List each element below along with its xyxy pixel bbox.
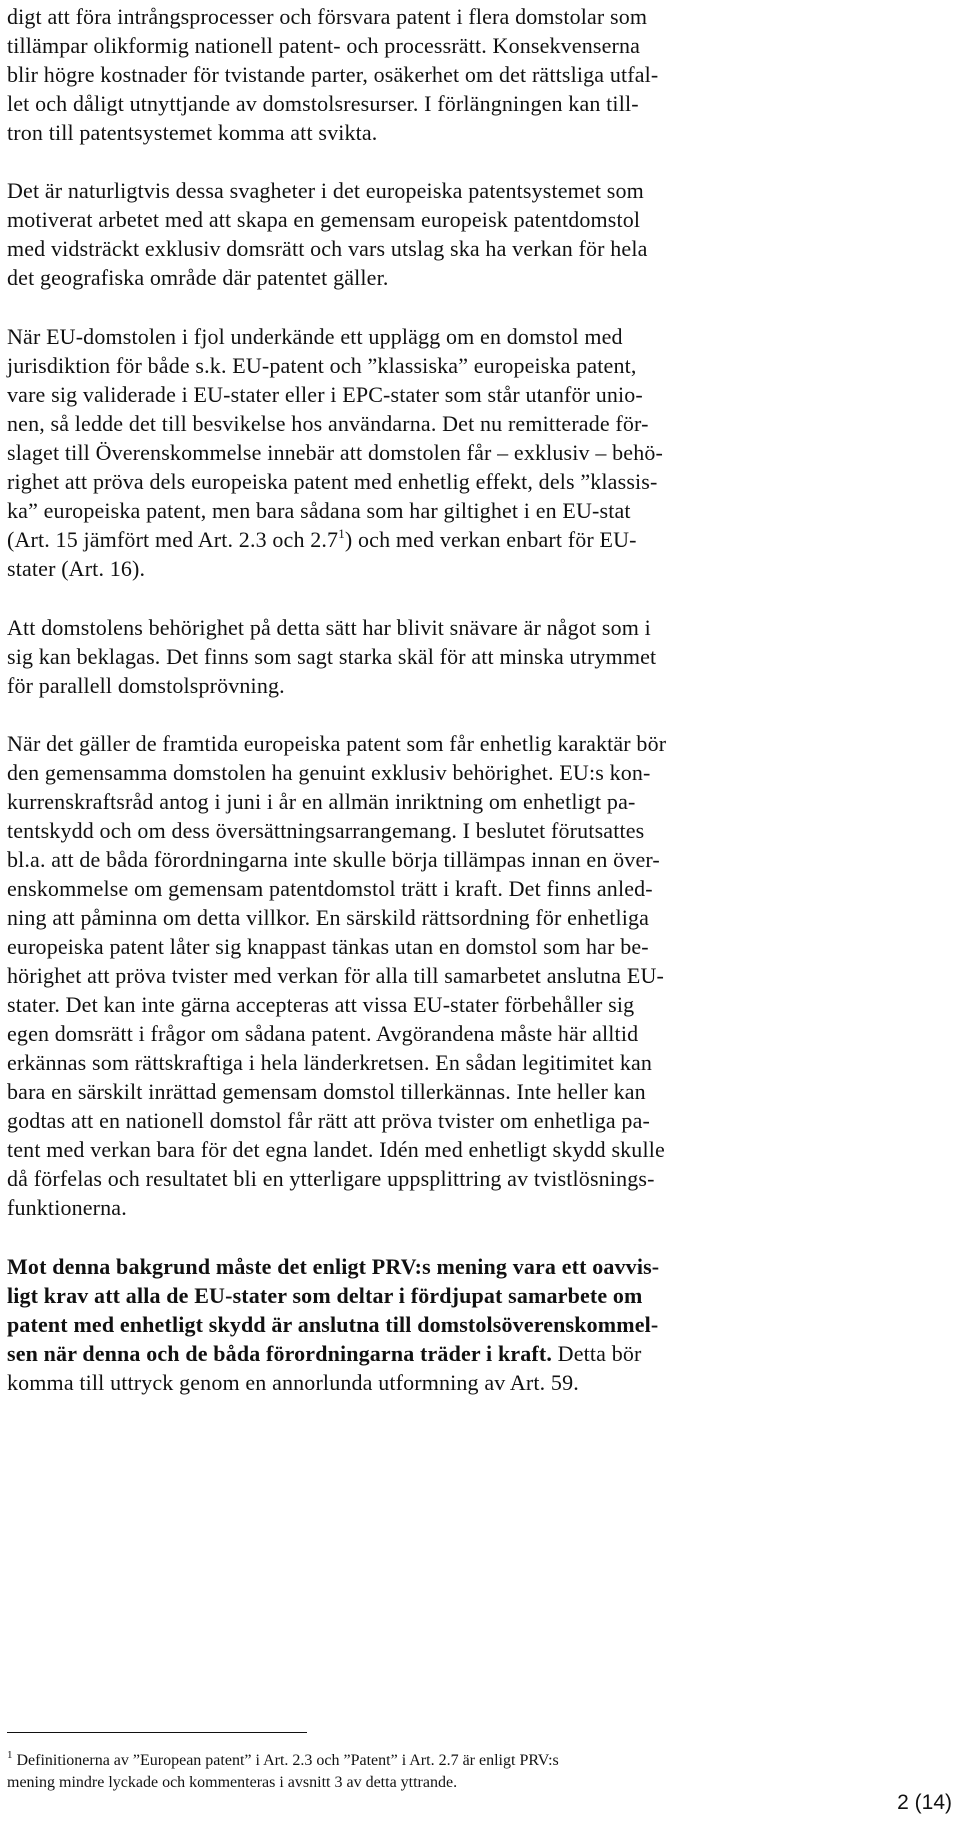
text-line: bl.a. att de båda förordningarna inte skulle börja tillämpas innan en över- — [7, 847, 660, 872]
footnote-number: 1 — [7, 1748, 13, 1761]
text-line: jurisdiktion för både s.k. EU-patent och ”klassiska” europeiska patent, — [7, 353, 637, 378]
text-line: sig kan beklagas. Det finns som sagt starka skäl för att minska utrymmet — [7, 644, 657, 669]
text-line: funktionerna. — [7, 1195, 127, 1220]
text-line — [7, 1339, 641, 1369]
text-line: kurrenskraftsråd antog i juni i år en allmän inriktning om enhetligt pa- — [7, 789, 636, 814]
bold-text-line: ligt krav att alla de EU-stater som deltar i fördjupat samarbete om — [7, 1283, 643, 1308]
text-line: ning att påminna om detta villkor. En särskild rättsordning för enhetliga — [7, 905, 650, 930]
footnote-text: Definitionerna av ”European patent” i Art. 2.3 och ”Patent” i Art. 2.7 är enligt PRV:s — [12, 1752, 559, 1769]
text-line: erkännas som rättskraftiga i hela länderkretsen. En sådan legitimitet kan — [7, 1050, 653, 1075]
text-line: vare sig validerade i EU-stater eller i EPC-stater som står utanför unio- — [7, 382, 643, 407]
text-line: nen, så ledde det till besvikelse hos användarna. Det nu remitterade för- — [7, 411, 649, 436]
text-line: tentskydd och om dess översättningsarrangemang. I beslutet förutsattes — [7, 818, 645, 843]
text-line: egen domsrätt i frågor om sådana patent. Avgörandena måste här alltid — [7, 1021, 639, 1046]
text-line: tent med verkan bara för det egna landet. Idén med enhetligt skydd skulle — [7, 1137, 665, 1162]
text-line: tron till patentsystemet komma att svikta. — [7, 120, 378, 145]
bold-text-line: Mot denna bakgrund måste det enligt PRV:s mening vara ett oavvis- — [7, 1254, 660, 1279]
text-line: ka” europeiska patent, men bara sådana som har giltighet i en EU-stat — [7, 498, 631, 523]
text-line: digt att föra intrångsprocesser och försvara patent i flera domstolar som — [7, 4, 648, 29]
text-line: hörighet att pröva tvister med verkan för alla till samarbetet anslutna EU- — [7, 963, 664, 988]
text-line: När det gäller de framtida europeiska patent som får enhetlig karaktär bör — [7, 731, 667, 756]
text-line: godtas att en nationell domstol får rätt att pröva tvister om enhetliga pa- — [7, 1108, 650, 1133]
text-line: Att domstolens behörighet på detta sätt har blivit snävare är något som i — [7, 615, 651, 640]
text-segment: Detta bör — [552, 1341, 642, 1366]
footnote-reference: 1 — [338, 525, 345, 541]
text-line: blir högre kostnader för tvistande parter, osäkerhet om det rättsliga utfal- — [7, 62, 659, 87]
text-line: den gemensamma domstolen ha genuint exklusiv behörighet. EU:s kon- — [7, 760, 651, 785]
text-line: let och dåligt utnyttjande av domstolsresurser. I förlängningen kan till- — [7, 91, 639, 116]
text-line: då förfelas och resultatet bli en ytterligare uppsplittring av tvistlösnings- — [7, 1166, 655, 1191]
text-line: Det är naturligtvis dessa svagheter i det europeiska patentsystemet som — [7, 178, 644, 203]
bold-text-line: patent med enhetligt skydd är anslutna till domstolsöverenskommel- — [7, 1312, 659, 1337]
text-line: righet att pröva dels europeiska patent med enhetlig effekt, dels ”klassis- — [7, 469, 658, 494]
text-line: bara en särskilt inrättad gemensam domstol tillerkännas. Inte heller kan — [7, 1079, 646, 1104]
text-line: med vidsträckt exklusiv domsrätt och vars utslag ska ha verkan för hela — [7, 236, 648, 261]
bold-text-segment: sen när denna och de båda förordningarna träder i kraft. — [7, 1341, 553, 1366]
text-segment: (Art. 15 jämfört med Art. 2.3 och 2.7 — [7, 527, 339, 552]
text-line: det geografiska område där patentet gäller. — [7, 265, 389, 290]
text-line: komma till uttryck genom en annorlunda utformning av Art. 59. — [7, 1370, 579, 1395]
text-line: enskommelse om gemensam patentdomstol trätt i kraft. Det finns anled- — [7, 876, 653, 901]
footnote-line: mening mindre lyckade och kommenteras i avsnitt 3 av detta yttrande. — [7, 1774, 458, 1791]
text-segment: ) och med verkan enbart för EU- — [344, 527, 637, 552]
text-line: motiverat arbetet med att skapa en gemensam europeisk patentdomstol — [7, 207, 641, 232]
footnote-separator — [7, 1732, 307, 1733]
text-line: slaget till Överenskommelse innebär att domstolen får – exklusiv – behö- — [7, 440, 663, 465]
text-line: tillämpar olikformig nationell patent- och processrätt. Konsekvenserna — [7, 33, 641, 58]
footnote-line — [7, 1750, 559, 1772]
text-line: stater (Art. 16). — [7, 556, 146, 581]
page-number: 2 (14) — [897, 1791, 952, 1814]
text-line — [7, 525, 637, 555]
text-line: stater. Det kan inte gärna accepteras att vissa EU-stater förbehåller sig — [7, 992, 635, 1017]
text-line: När EU-domstolen i fjol underkände ett upplägg om en domstol med — [7, 324, 623, 349]
text-line: för parallell domstolsprövning. — [7, 673, 285, 698]
text-line: europeiska patent låter sig knappast tänkas utan en domstol som har be- — [7, 934, 649, 959]
